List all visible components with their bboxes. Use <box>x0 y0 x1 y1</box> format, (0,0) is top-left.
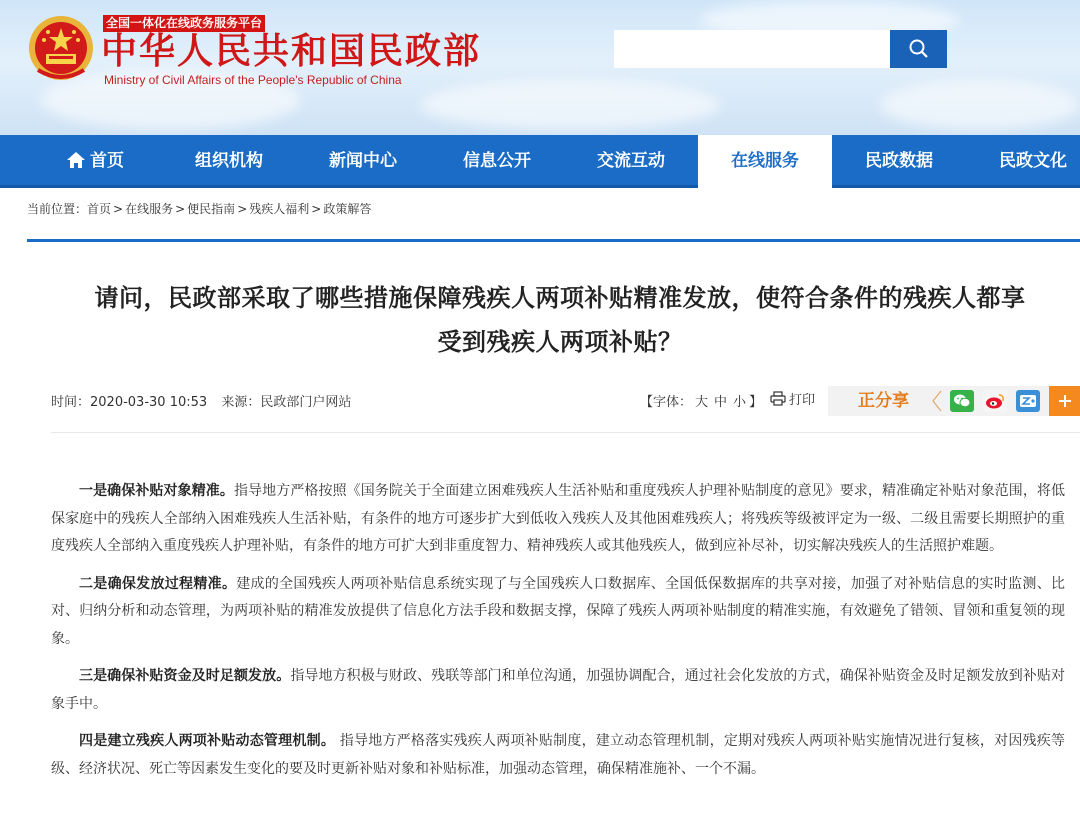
breadcrumb-separator: > <box>113 202 124 216</box>
wechat-share-icon[interactable] <box>950 390 974 412</box>
paragraph-lead: 一是确保补贴对象精准。 <box>79 483 234 499</box>
font-label-close: 】 <box>749 395 763 410</box>
font-label-open: 【字体： <box>640 395 693 410</box>
printer-icon <box>770 391 786 406</box>
more-share-icon[interactable] <box>1049 386 1080 416</box>
paragraph-text: 指导地方严格按照《国务院关于全面建立困难残疾人生活补贴和重度残疾人护理补贴制度的意见》要求，精准确定补贴对象范围，将低保家庭中的残疾人全部纳入困难残疾人生活补贴，有条件的地方可逐步扩大到低收入残疾人及其他困难残疾人；将残疾等级被评定为一级、二级且需要长期照护的重度残疾人全部纳入重度残疾人护理补贴，有条件的地方可扩大到非重度智力、精神残疾人或其他残疾人，做到应补尽补，切实解决残疾人的生活照护难题。 <box>51 483 1066 554</box>
share-label: 正分享 <box>858 391 909 411</box>
nav-item-news[interactable]: 新闻中心 <box>329 151 397 171</box>
source-label: 来源： <box>221 395 261 410</box>
breadcrumb <box>27 200 371 217</box>
divider <box>27 239 1080 242</box>
breadcrumb-item-disability-welfare[interactable]: 残疾人福利 <box>249 202 310 216</box>
breadcrumb-separator: > <box>237 202 248 216</box>
share-bar <box>828 386 1080 416</box>
breadcrumb-item-online-service[interactable]: 在线服务 <box>125 202 174 216</box>
font-medium-button[interactable]: 中 <box>714 395 728 410</box>
article-paragraph <box>51 663 1065 718</box>
nav-item-culture[interactable]: 民政文化 <box>999 151 1067 171</box>
weibo-share-icon[interactable] <box>983 390 1007 412</box>
article-title-line: 受到残疾人两项补贴？ <box>437 328 683 356</box>
article-title-line: 请问，民政部采取了哪些措施保障残疾人两项补贴精准发放，使符合条件的残疾人都享 <box>94 284 1026 312</box>
breadcrumb-item-guide[interactable]: 便民指南 <box>187 202 236 216</box>
paragraph-lead: 二是确保发放过程精准。 <box>79 575 237 592</box>
paragraph-text: 指导地方积极与财政、残联等部门和单位沟通，加强协调配合，通过社会化发放的方式，确保补贴资金及时足额发放到补贴对象手中。 <box>51 668 1066 712</box>
site-title[interactable]: 中华人民共和国民政部 <box>101 31 482 72</box>
article-meta <box>51 391 351 410</box>
publish-time: 2020-03-30 10:53 <box>90 395 208 410</box>
divider <box>51 432 1080 433</box>
main-nav <box>0 135 1080 188</box>
article-title <box>40 276 1080 364</box>
home-icon <box>66 151 86 169</box>
site-header <box>0 0 1080 135</box>
breadcrumb-prefix: 当前位置： <box>27 202 88 216</box>
font-size-control <box>640 391 762 410</box>
article-paragraph <box>51 571 1065 654</box>
breadcrumb-item-home[interactable]: 首页 <box>87 202 112 216</box>
nav-item-info-disclosure[interactable]: 信息公开 <box>463 151 531 171</box>
nav-item-interaction[interactable]: 交流互动 <box>597 151 665 171</box>
nav-item-organization[interactable]: 组织机构 <box>195 151 263 171</box>
print-button[interactable] <box>770 389 815 408</box>
source-value: 民政部门户网站 <box>260 395 352 410</box>
font-large-button[interactable]: 大 <box>695 395 709 410</box>
time-label: 时间： <box>51 395 91 410</box>
nav-label: 首页 <box>90 151 124 171</box>
font-small-button[interactable]: 小 <box>733 395 747 410</box>
article-paragraph <box>51 478 1065 561</box>
nav-item-home[interactable] <box>28 135 162 188</box>
search-input[interactable] <box>614 30 890 68</box>
paragraph-lead: 三是确保补贴资金及时足额发放。 <box>79 668 291 684</box>
nav-item-online-service[interactable]: 在线服务 <box>698 135 832 188</box>
breadcrumb-item-policy-qa[interactable]: 政策解答 <box>323 202 372 216</box>
article-body <box>51 478 1065 793</box>
nav-item-data[interactable]: 民政数据 <box>865 151 933 171</box>
breadcrumb-separator: > <box>175 202 186 216</box>
national-emblem-icon <box>26 12 96 86</box>
paragraph-lead: 四是建立残疾人两项补贴动态管理机制。 <box>79 733 336 749</box>
search-button[interactable] <box>890 30 947 68</box>
paragraph-text: 指导地方严格落实残疾人两项补贴制度，建立动态管理机制，定期对残疾人两项补贴实施情况进行复核，对因残疾等级、经济状况、死亡等因素发生变化的要及时更新补贴对象和补贴标准，加强动态管理，确保精准施补、一个不漏。 <box>51 733 1066 777</box>
site-subtitle: Ministry of Civil Affairs of the People's Republic of China <box>104 73 402 87</box>
article-paragraph <box>51 728 1065 783</box>
qzone-share-icon[interactable] <box>1016 390 1040 412</box>
paragraph-text: 建成的全国残疾人两项补贴信息系统实现了与全国残疾人口数据库、全国低保数据库的共享对接，加强了对补贴信息的实时监测、比对、归纳分析和动态管理，为两项补贴的精准发放提供了信息化方法手段和数据支撑，保障了残疾人两项补贴制度的精准实施，有效避免了错领、冒领和重复领的现象。 <box>51 575 1066 647</box>
breadcrumb-separator: > <box>311 202 322 216</box>
print-label: 打印 <box>789 393 816 408</box>
chevron-left-icon <box>932 390 942 412</box>
search-icon <box>908 38 930 60</box>
platform-label: 全国一体化在线政务服务平台 <box>103 15 265 32</box>
